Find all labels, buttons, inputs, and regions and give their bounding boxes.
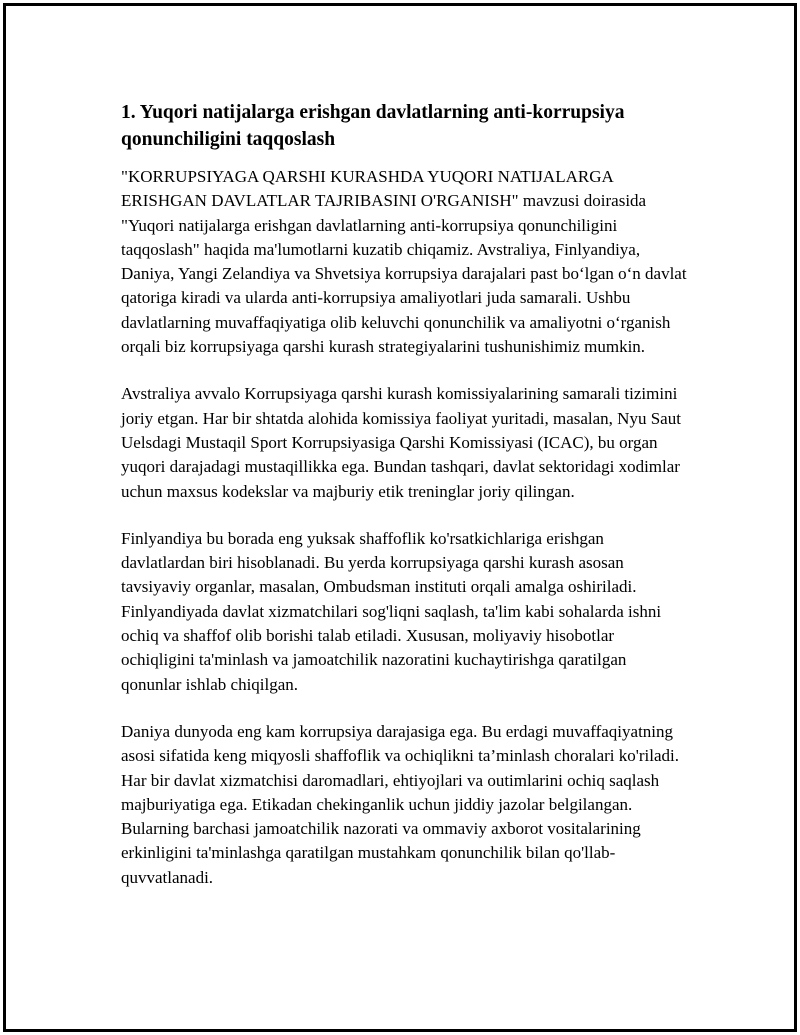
paragraph-denmark: Daniya dunyoda eng kam korrupsiya darajasiga ega. Bu erdagi muvaffaqiyatning asosi sifatida keng miqyosli shaffoflik va ochiqlikni ta’minlash choralari ko'riladi. Har bir davlat xizmatchisi daromadlari, ehtiyojlari va outimlarini ochiq saqlash majburiyatiga ega. Etikadan chekinganlik uchun jiddiy jazolar belgilangan. Bularning barchasi jamoatchilik nazorati va ommaviy axborot vositalarining erkinligini ta'minlashga qaratilgan mustahkam qonunchilik bilan qo'llab-quvvatlanadi. — [121, 721, 679, 887]
document-body — [121, 99, 691, 913]
paragraph-intro: "KORRUPSIYAGA QARSHI KURASHDA YUQORI NATIJALARGA ERISHGAN DAVLATLAR TAJRIBASINI O'RGANISH" mavzusi doirasida "Yuqori natijalarga erishgan davlatlarning anti-korrupsiya qonunchiligini taqqoslash" haqida ma'lumotlarni kuzatib chiqamiz. Avstraliya, Finlyandiya, Daniya, Yangi Zelandiya va Shvetsiya korrupsiya darajalari past bo‘lgan o‘n davlat qatoriga kiradi va ularda anti-korrupsiya amaliyotlari juda samarali. Ushbu davlatlarning muvaffaqiyatiga olib keluvchi qonunchilik va amaliyotni o‘rganish orqali biz korrupsiyaga qarshi kurash strategiyalarini tushunishimiz mumkin. — [121, 167, 687, 357]
paragraph-australia: Avstraliya avvalo Korrupsiyaga qarshi kurash komissiyalarining samarali tizimini joriy etgan. Har bir shtatda alohida komissiya faoliyat yuritadi, masalan, Nyu Saut Uelsdagi Mustaqil Sport Korrupsiyasiga Qarshi Komissiyasi (ICAC), bu organ yuqori darajadagi mustaqillikka ega. Bundan tashqari, davlat sektoridagi xodimlar uchun maxsus kodekslar va majburiy etik treninglar joriy qilingan. — [121, 384, 681, 501]
paragraph-finland: Finlyandiya bu borada eng yuksak shaffoflik ko'rsatkichlariga erishgan davlatlardan biri hisoblanadi. Bu yerda korrupsiyaga qarshi kurash asosan tavsiyaviy organlar, masalan, Ombudsman instituti orqali amalga oshiriladi. Finlyandiyada davlat xizmatchilari sog'liqni saqlash, ta'lim kabi sohalarda ishni ochiq va shaffof olib borishi talab etiladi. Xususan, moliyaviy hisobotlar ochiqligini ta'minlash va jamoatchilik nazoratini kuchaytirishga qaratilgan qonunlar ishlab chiqilgan. — [121, 528, 662, 694]
page-frame — [3, 3, 797, 1032]
section-heading: 1. Yuqori natijalarga erishgan davlatlarning anti-korrupsiya qonunchiligini taqqoslash — [121, 102, 625, 150]
